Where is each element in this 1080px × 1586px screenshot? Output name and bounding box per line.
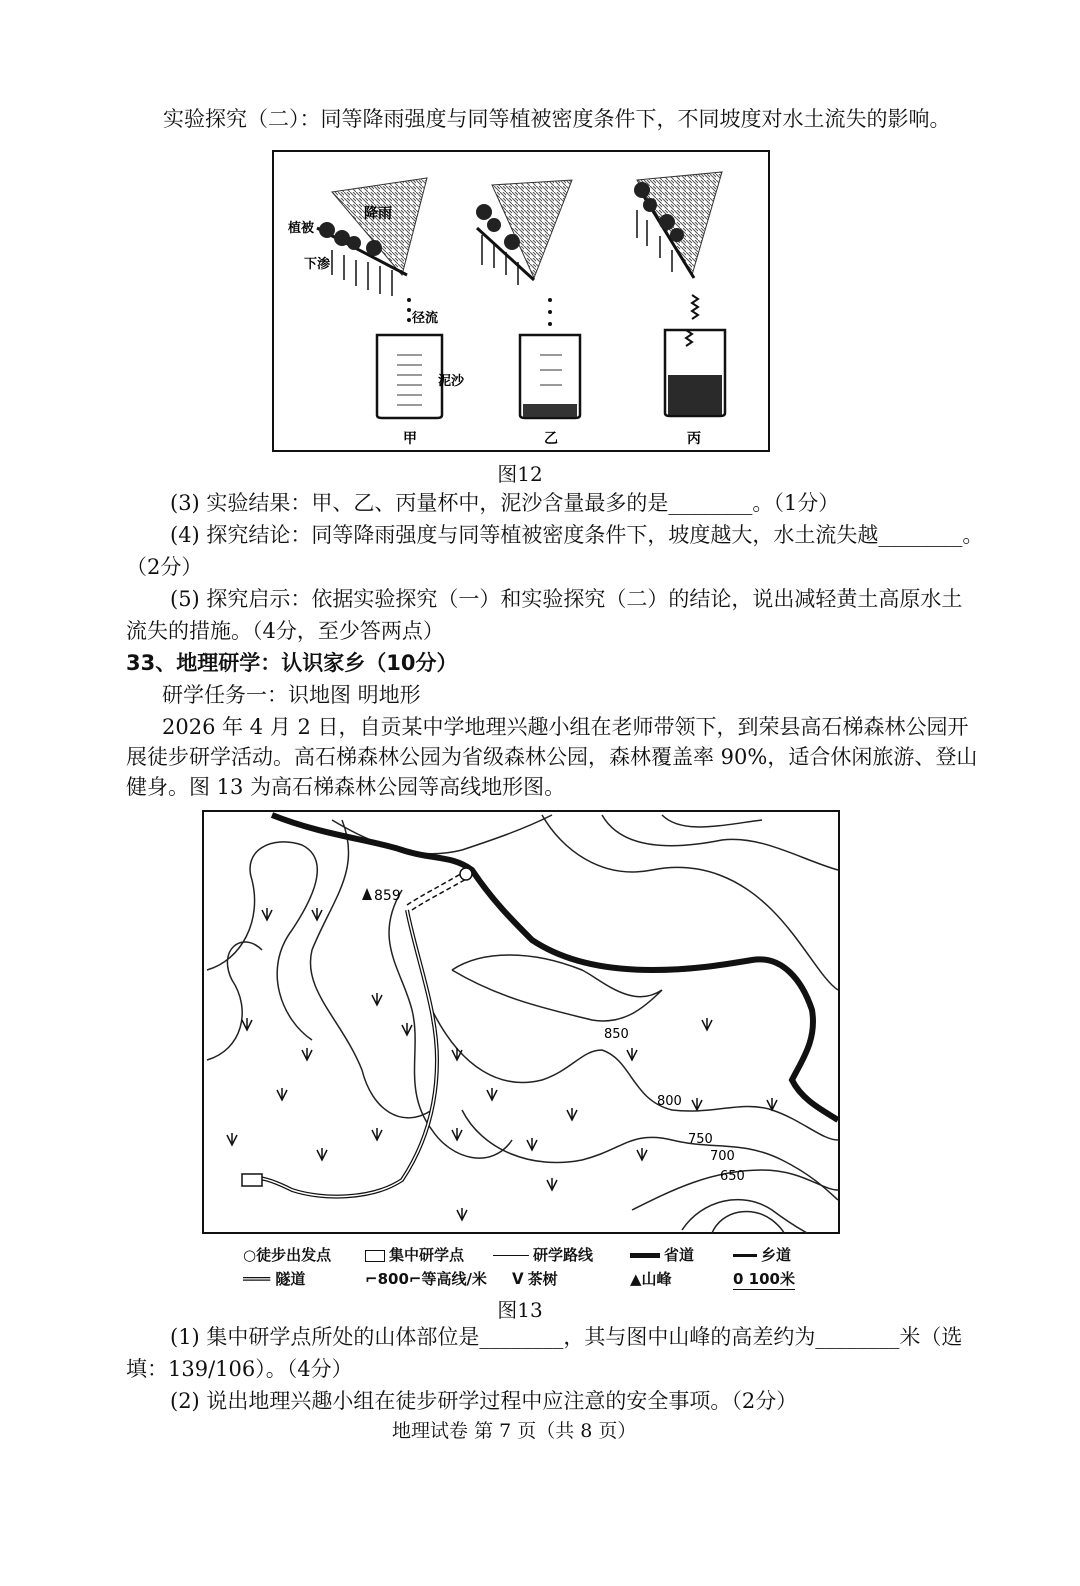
- figure-13-caption: 图13: [497, 1298, 543, 1322]
- cup-label-yi: 乙: [544, 431, 558, 447]
- label-rain: 降雨: [364, 206, 392, 222]
- figure-12: [272, 150, 770, 452]
- question-33-1-line1: (1) 集中研学点所处的山体部位是________，其与图中山峰的高差约为________米（选: [170, 1325, 963, 1349]
- paragraph-line3: 健身。图 13 为高石梯森林公园等高线地形图。: [126, 775, 566, 799]
- exp2-heading: 实验探究（二）：同等降雨强度与同等植被密度条件下，不同坡度对水土流失的影响。: [163, 107, 951, 131]
- legend-start-point: ○徒步出发点: [243, 1246, 332, 1264]
- contour-label-750: 750: [688, 1132, 713, 1147]
- question-33-2: (2) 说出地理兴趣小组在徒步研学过程中应注意的安全事项。（2分）: [170, 1389, 798, 1413]
- figure-12-caption: 图12: [497, 462, 543, 486]
- peak-elevation: 859: [374, 888, 401, 904]
- question-5-line1: (5) 探究启示：依据实验探究（一）和实验探究（二）的结论，说出减轻黄土高原水土: [170, 587, 963, 611]
- question-33-title: 33、地理研学：认识家乡（10分）: [126, 651, 458, 675]
- label-runoff: 径流: [412, 311, 439, 326]
- question-4-line1: (4) 探究结论：同等降雨强度与同等植被密度条件下，坡度越大，水土流失越________。: [170, 523, 984, 547]
- legend-tea-tree: [512, 1268, 558, 1289]
- cup-label-jia: 甲: [403, 431, 417, 447]
- research-site-marker: [242, 1174, 262, 1186]
- paragraph-line2: 展徒步研学活动。高石梯森林公园为省级森林公园，森林覆盖率 90%，适合休闲旅游、登山: [126, 745, 978, 769]
- legend-tunnel: ═══ 隧道: [243, 1270, 306, 1288]
- question-5-line2: 流失的措施。（4分，至少答两点）: [126, 619, 444, 643]
- figure-13-map: [202, 810, 840, 1234]
- legend-contour: ⌐800⌐等高线/米: [365, 1270, 487, 1288]
- contour-label-800: 800: [657, 1094, 682, 1109]
- legend-provincial-road-label: 省道: [664, 1246, 695, 1264]
- legend-research-site-label: 集中研学点: [389, 1246, 465, 1264]
- legend-country-road-label: 乡道: [761, 1246, 792, 1264]
- cup-label-bing: 丙: [687, 431, 701, 447]
- trail-start-point: [460, 868, 472, 880]
- contour-label-850: 850: [604, 1027, 629, 1042]
- contour-label-700: 700: [710, 1149, 735, 1164]
- paragraph-line1: 2026 年 4 月 2 日，自贡某中学地理兴趣小组在老师带领下，到荣县高石梯森林公园开: [162, 715, 969, 739]
- tea-tree-icon: ᐯ: [512, 1270, 524, 1288]
- legend-tea-tree-label: 茶树: [527, 1270, 558, 1288]
- legend-provincial-road: [630, 1244, 694, 1265]
- task-1: 研学任务一：识地图 明地形: [162, 683, 421, 707]
- question-33-1-line2: 填：139/106）。（4分）: [126, 1357, 353, 1381]
- legend-research-site: [365, 1244, 464, 1265]
- legend-peak: ▲山峰: [630, 1270, 672, 1288]
- label-vegetation: 植被: [288, 221, 315, 236]
- page-footer: 地理试卷 第 7 页（共 8 页）: [392, 1420, 637, 1442]
- question-4-line2: （2分）: [126, 555, 203, 579]
- legend-scale-bar: 0 100米: [733, 1270, 795, 1288]
- legend-route: [493, 1244, 593, 1265]
- contour-label-650: 650: [720, 1169, 745, 1184]
- legend-country-road: [733, 1244, 791, 1265]
- legend-route-label: 研学路线: [533, 1246, 594, 1264]
- question-3: (3) 实验结果：甲、乙、丙量杯中，泥沙含量最多的是________。（1分）: [170, 491, 840, 515]
- label-silt: 泥沙: [438, 374, 465, 389]
- label-seepage: 下渗: [304, 257, 331, 272]
